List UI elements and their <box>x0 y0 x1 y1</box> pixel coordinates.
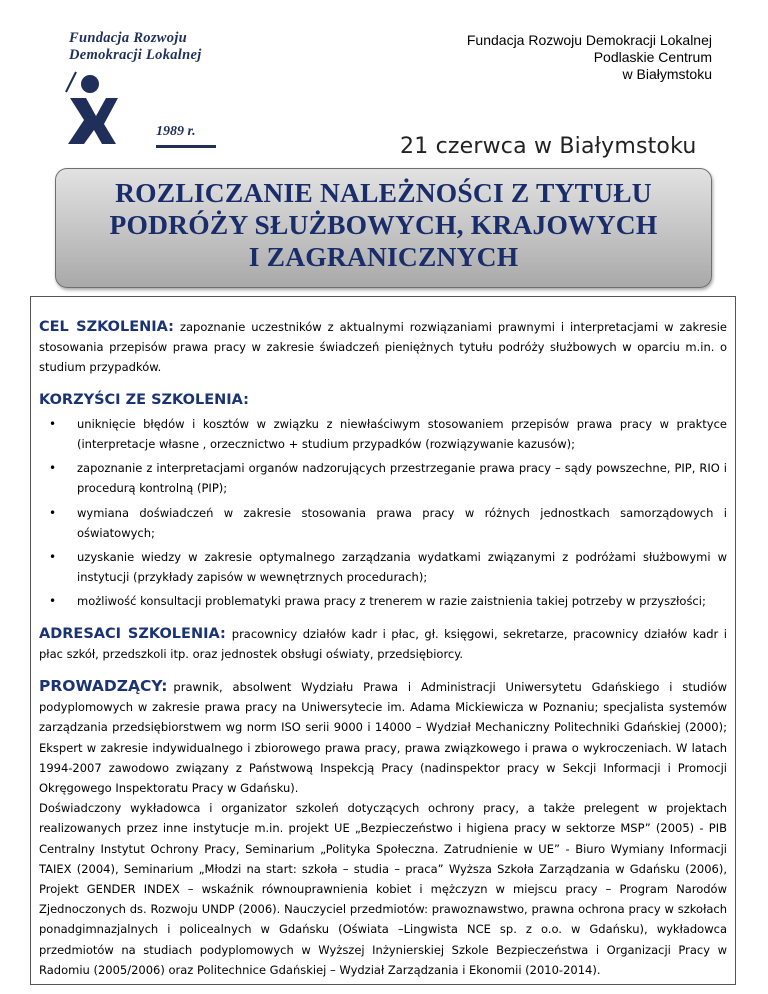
korzysci-heading: KORZYŚCI ZE SZKOLENIA: <box>39 391 249 408</box>
logo-name-line1: Fundacja Rozwoju <box>69 30 188 46</box>
section-adresaci <box>39 624 727 664</box>
event-date: 21 czerwca w Białymstoku <box>400 134 697 159</box>
content-box <box>30 296 736 985</box>
org-city: w Białymstoku <box>622 66 712 82</box>
title-banner <box>55 168 712 288</box>
list-item: • uzyskanie wiedzy w zakresie optymalnego zarządzania wydatkami związanymi z podróżami służbowymi w instytucji (przykłady zapisów w wewnętrznych procedurach); <box>39 547 727 587</box>
organization-header <box>467 32 712 83</box>
title-line-1: ROZLICZANIE NALEŻNOŚCI Z TYTUŁU <box>115 177 652 208</box>
korzysci-list <box>39 414 727 612</box>
section-cel <box>39 317 727 378</box>
org-name: Fundacja Rozwoju Demokracji Lokalnej <box>466 32 712 48</box>
page-title <box>56 177 711 273</box>
list-item: • zapoznanie z interpretacjami organów nadzorujących przestrzeganie prawa pracy – sądy powszechne, PIP, RIO i procedurą kontrolną (PIP); <box>39 458 727 498</box>
section-prowadzacy <box>39 676 727 980</box>
logo-underline <box>156 145 216 148</box>
cel-text: zapoznanie uczestników z aktualnymi rozwiązaniami prawnymi i interpretacjami w zakresie stosowania przepisów prawa pracy w zakresie świadczeń pieniężnych tytułu podróży służbowych w oparciu m.in. o studium przypadków. <box>39 320 727 375</box>
title-line-3: I ZAGRANICZNYCH <box>248 241 519 272</box>
content <box>39 317 727 980</box>
running-figure-icon <box>62 64 132 144</box>
cel-heading: CEL SZKOLENIA: <box>39 319 174 335</box>
prowadzacy-heading: PROWADZĄCY: <box>39 677 168 696</box>
list-item: • wymiana doświadczeń w zakresie stosowania prawa pracy w różnych jednostkach samorządowych i oświatowych; <box>39 503 727 543</box>
logo-year: 1989 r. <box>156 124 196 139</box>
org-center: Podlaskie Centrum <box>593 49 712 65</box>
adresaci-text: pracownicy działów kadr i płac, gł. księgowi, sekretarze, pracownicy działów kadr i płac szkół, przedszkoli itp. oraz jednostek obsługi oświaty, przedsiębiorcy. <box>39 626 727 661</box>
prowadzacy-text-1: prawnik, absolwent Wydziału Prawa i Administracji Uniwersytetu Gdańskiego i studiów podyplomowych w zakresie prawa pracy na Uniwersytecie im. Adama Mickiewicza w Poznaniu; specjalista systemów zarządzania przedsiębiorstwem wg norm ISO serii 9000 i 14000 – Wydział Mechaniczny Politechniki Gdańskiej (2000); Ekspert w zakresie indywidualnego i zbiorowego prawa pracy, prawa związkowego i prawa o wykroczeniach. W latach 1994-2007 zawodowo związany z Państwową Inspekcją Pracy (nadinspektor pracy w Sekcji Informacji i Promocji Okręgowego Inspektoratu Pracy w Gdańsku). <box>39 680 727 796</box>
prowadzacy-text-2: Doświadczony wykładowca i organizator szkoleń dotyczących ochrony pracy, a także prelegent w projektach realizowanych przez inne instytucje m.in. projekt UE „Bezpieczeństwo i higiena pracy w sektorze MSP” (2005) - PIB Centralny Instytut Ochrony Pracy, Seminarium „Polityka Społeczna. Zatrudnienie w UE” - Biuro Wymiany Informacji TAIEX (2004), Seminarium „Młodzi na start: szkoła – studia – praca” Wyższa Szkoła Zarządzania w Gdańsku (2006), Projekt GENDER INDEX – wskaźnik równouprawnienia kobiet i mężczyzn w miejscu pracy – Program Narodów Zjednoczonych ds. Rozwoju UNDP (2006). Nauczyciel przedmiotów: prawoznawstwo, prawna ochrona pracy w szkołach ponadgimnazjalnych i policealnych w Gdańsku (Oświata –Lingwista NCE sp. z o.o. w Gdańsku), wykładowca przedmiotów na studiach podyplomowych w Wyższej Inżynierskiej Szkole Bezpieczeństwa i Organizacji Pracy w Radomiu (2005/2006) oraz Politechnice Gdańskiej – Wydział Zarządzania i Ekonomii (2010-2014). <box>39 801 727 977</box>
foundation-logo <box>62 30 222 150</box>
list-item: • uniknięcie błędów i kosztów w związku z niewłaściwym stosowaniem przepisów prawa pracy w praktyce (interpretacje własne , orzecznictwo + studium przypadków (rozwiązywanie kazusów); <box>39 414 727 454</box>
title-line-2: PODRÓŻY SŁUŻBOWYCH, KRAJOWYCH <box>109 209 658 240</box>
logo-name-line2: Demokracji Lokalnej <box>69 47 202 63</box>
adresaci-heading: ADRESACI SZKOLENIA: <box>39 625 226 642</box>
list-item: • możliwość konsultacji problematyki prawa pracy z trenerem w razie zaistnienia takiej potrzeby w przyszłości; <box>39 591 727 611</box>
